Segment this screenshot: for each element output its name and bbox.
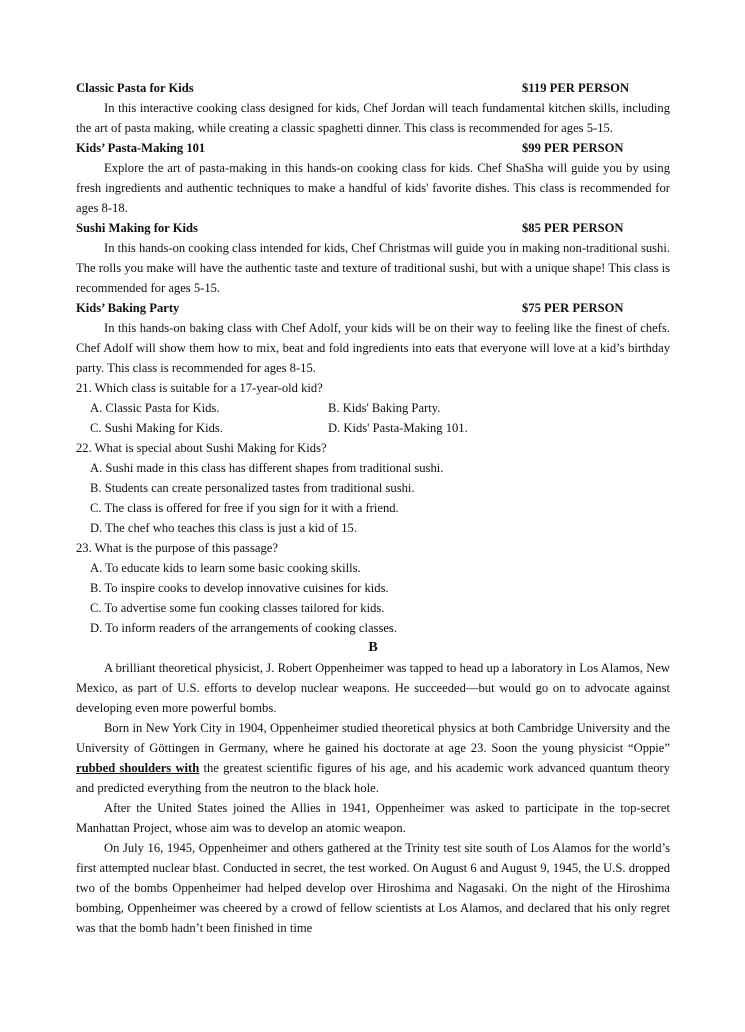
question-22 xyxy=(76,438,670,538)
option-b: B. Students can create personalized tastes from traditional sushi. xyxy=(90,481,415,495)
option-d: D. Kids' Pasta-Making 101. xyxy=(328,421,468,435)
underlined-phrase: rubbed shoulders with xyxy=(76,761,200,775)
class-heading xyxy=(76,298,670,318)
class-name: Sushi Making for Kids xyxy=(76,221,198,235)
passage-paragraph-4: On July 16, 1945, Oppenheimer and others gathered at the Trinity test site south of Los Alamos for the world’s first attempted nuclear blast. Conducted in secret, the test worked. On August 6 and August 9, 1945, the U.S. dropped two of the bombs Oppenheimer had helped develop over Hiroshima and Nagasaki. On the night of the Hiroshima bombing, Oppenheimer was cheered by a crowd of fellow scientists at Los Alamos, and declared that his only regret was that the bomb hadn’t been finished in time xyxy=(76,841,670,935)
question-text: 21. Which class is suitable for a 17-year-old kid? xyxy=(76,381,323,395)
paragraph-text: Born in New York City in 1904, Oppenheimer studied theoretical physics at both Cambridge University and the University of Göttingen in Germany, where he gained his doctorate at age 23. Soon the young physicist “Oppie” xyxy=(76,721,670,755)
option-c: C. To advertise some fun cooking classes tailored for kids. xyxy=(90,601,385,615)
class-heading xyxy=(76,78,670,98)
question-23 xyxy=(76,538,670,638)
document-page xyxy=(76,78,670,938)
class-price: $75 PER PERSON xyxy=(522,301,624,315)
class-description: Explore the art of pasta-making in this hands-on cooking class for kids. Chef ShaSha will guide you by using fresh ingredients and authentic techniques to make a handful of kids' favorite dishes. This class is recommended for ages 8-18. xyxy=(76,161,670,215)
class-listing-baking-party xyxy=(76,298,670,378)
option-row xyxy=(76,418,670,438)
option-a: A. To educate kids to learn some basic cooking skills. xyxy=(90,561,361,575)
option-row xyxy=(76,398,670,418)
question-text: 23. What is the purpose of this passage? xyxy=(76,541,278,555)
class-name: Kids’ Pasta-Making 101 xyxy=(76,141,206,155)
class-heading xyxy=(76,218,670,238)
class-listing-sushi-making xyxy=(76,218,670,298)
class-name: Classic Pasta for Kids xyxy=(76,81,194,95)
option-d: D. To inform readers of the arrangements of cooking classes. xyxy=(90,621,397,635)
class-price: $99 PER PERSON xyxy=(522,141,624,155)
class-name: Kids’ Baking Party xyxy=(76,301,180,315)
option-b: B. Kids' Baking Party. xyxy=(328,401,441,415)
passage-paragraph-2 xyxy=(76,718,670,798)
question-21 xyxy=(76,378,670,438)
option-d: D. The chef who teaches this class is just a kid of 15. xyxy=(90,521,357,535)
passage-paragraph-1: A brilliant theoretical physicist, J. Robert Oppenheimer was tapped to head up a laboratory in Los Alamos, New Mexico, as part of U.S. efforts to develop nuclear weapons. He succeeded—but would go on to advocate against developing even more powerful bombs. xyxy=(76,661,670,715)
class-heading xyxy=(76,138,670,158)
class-listing-classic-pasta xyxy=(76,78,670,138)
passage-paragraph-3: After the United States joined the Allies in 1941, Oppenheimer was asked to participate in the top-secret Manhattan Project, whose aim was to develop an atomic weapon. xyxy=(76,801,670,835)
section-b-heading: B xyxy=(368,640,378,655)
section-b-passage xyxy=(76,658,670,938)
class-listing-pasta-making-101 xyxy=(76,138,670,218)
question-text: 22. What is special about Sushi Making for Kids? xyxy=(76,441,327,455)
class-description: In this interactive cooking class designed for kids, Chef Jordan will teach fundamental kitchen skills, including the art of pasta making, while creating a classic spaghetti dinner. This class is recommended for ages 5-15. xyxy=(76,101,670,135)
option-b: B. To inspire cooks to develop innovative cuisines for kids. xyxy=(90,581,389,595)
paragraph-text: the greatest scientific figures of his age, and his academic work advanced quantum theory and predicted everything from the neutron to the black hole. xyxy=(76,761,670,795)
option-a: A. Sushi made in this class has different shapes from traditional sushi. xyxy=(90,461,444,475)
option-a: A. Classic Pasta for Kids. xyxy=(90,401,220,415)
class-price: $119 PER PERSON xyxy=(522,81,630,95)
class-description: In this hands-on baking class with Chef Adolf, your kids will be on their way to feeling like the finest of chefs. Chef Adolf will show them how to mix, beat and fold ingredients into eats that everyone will love at a kid’s birthday party. This class is recommended for ages 8-15. xyxy=(76,321,670,375)
class-price: $85 PER PERSON xyxy=(522,221,624,235)
option-c: C. Sushi Making for Kids. xyxy=(90,421,223,435)
class-description: In this hands-on cooking class intended for kids, Chef Christmas will guide you in making non-traditional sushi. The rolls you make will have the authentic taste and texture of traditional sushi, but with a unique shape! This class is recommended for ages 5-15. xyxy=(76,241,670,295)
option-c: C. The class is offered for free if you sign for it with a friend. xyxy=(90,501,399,515)
